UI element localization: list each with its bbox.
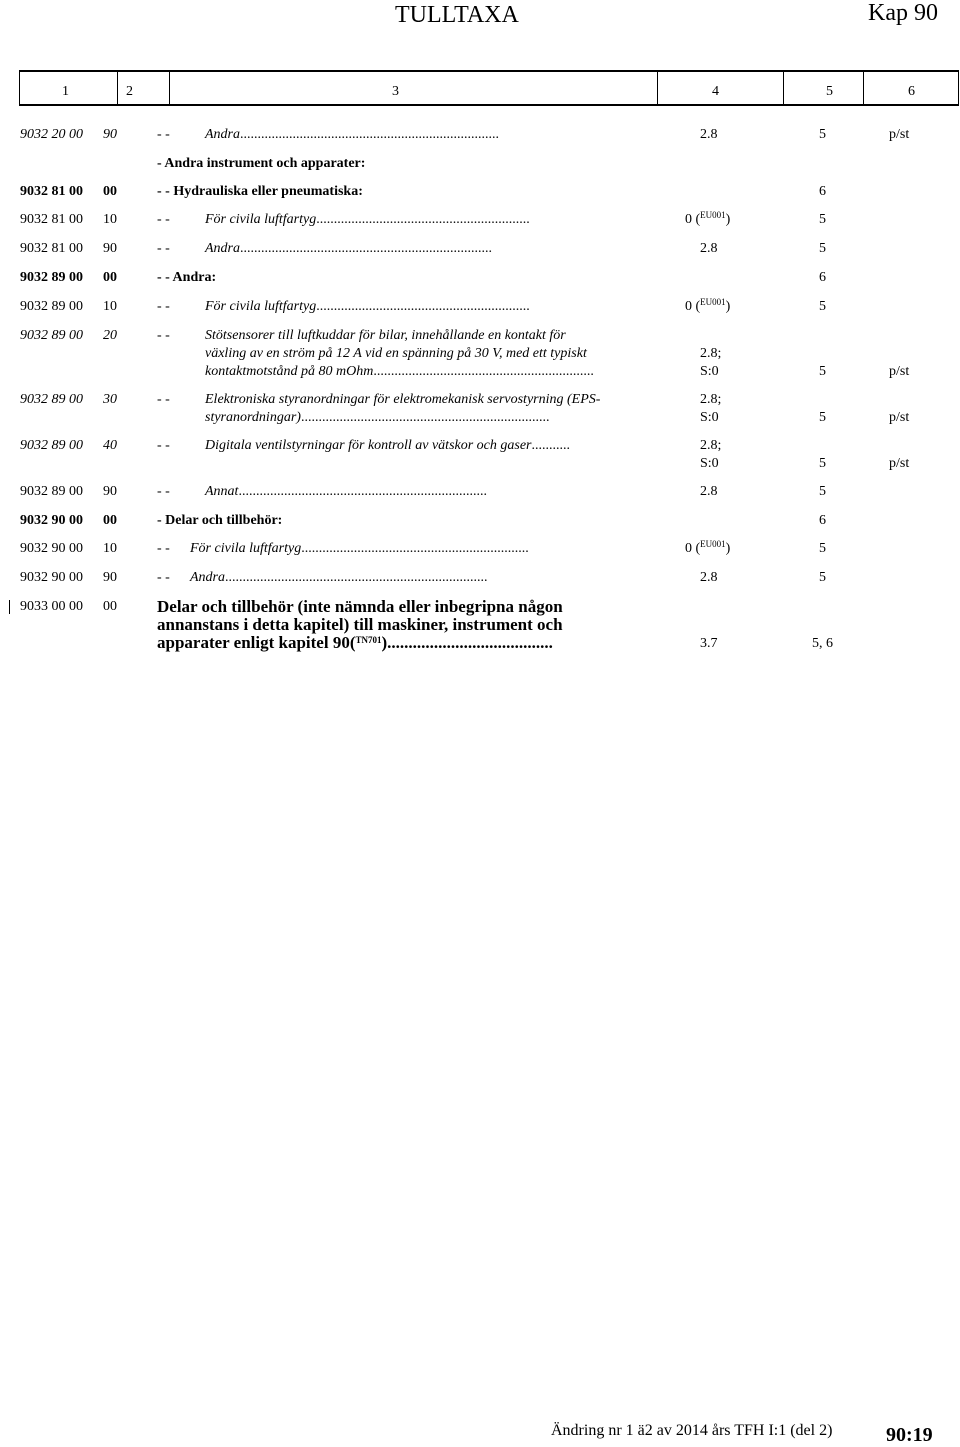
indent-dashes: - - [157, 392, 170, 407]
ns-code: 10 [103, 541, 117, 556]
description-line-2: växling av en ström på 12 A vid en spänning på 30 V, med ett typiskt [205, 346, 587, 361]
duty-rate: 2.8; [700, 438, 722, 453]
cn-code: 9032 90 00 [20, 541, 83, 556]
description: Andra........................................................................ [205, 241, 492, 256]
duty-rate-s: S:0 [700, 364, 719, 379]
indent-dashes: - - [157, 241, 170, 256]
indent-dashes: - - [157, 541, 170, 556]
description: Andra........................................................................... [190, 570, 488, 585]
category: 5 [819, 299, 826, 314]
cn-code: 9032 20 00 [20, 127, 83, 142]
category: 5 [819, 127, 826, 142]
indent-dashes: - - [157, 212, 170, 227]
description-line-2: annanstans i detta kapitel) till maskiner, instrument och [157, 615, 563, 634]
cn-code: 9032 81 00 [20, 212, 83, 227]
ns-code: 30 [103, 392, 117, 407]
category: 5 [819, 410, 826, 425]
category: 6 [819, 270, 826, 285]
indent-dashes: - - [157, 299, 170, 314]
duty-rate: 2.8 [700, 484, 718, 499]
ns-code: 20 [103, 328, 117, 343]
description-line-3: apparater enligt kapitel 90($^{TN701}$)....................................... [157, 633, 553, 652]
ns-code: 00 [103, 513, 117, 528]
unit: p/st [889, 410, 910, 425]
duty-rate: 2.8 [700, 570, 718, 585]
cn-code: 9032 90 00 [20, 570, 83, 585]
ns-code: 00 [103, 599, 117, 614]
description: - Andra instrument och apparater: [157, 156, 366, 171]
cn-code: 9033 00 00 [20, 599, 83, 614]
cn-code: 9032 89 00 [20, 438, 83, 453]
duty-rate-s: S:0 [700, 410, 719, 425]
category: 5 [819, 484, 826, 499]
indent-dashes: - - [157, 570, 170, 585]
column-header-row [19, 70, 959, 106]
ns-code: 00 [103, 184, 117, 199]
unit: p/st [889, 364, 910, 379]
duty-rate-s: S:0 [700, 456, 719, 471]
footer-text: Ändring nr 1 ä2 av 2014 års TFH I:1 (del 2) [551, 1422, 833, 1439]
category: 5 [819, 212, 826, 227]
indent-dashes: - - [157, 484, 170, 499]
ns-code: 90 [103, 127, 117, 142]
description: Annat....................................................................... [205, 484, 487, 499]
category: 6 [819, 184, 826, 199]
description: - - Andra: [157, 270, 217, 285]
description: För civila luftfartyg................................................................. [190, 541, 529, 556]
description-line-1: Delar och tillbehör (inte nämnda eller inbegripna någon [157, 597, 563, 616]
unit: p/st [889, 127, 910, 142]
duty-rate: 2.8 [700, 127, 718, 142]
duty-rate: 3.7 [700, 636, 718, 651]
category: 5, 6 [812, 636, 833, 651]
page-number: 90:19 [886, 1424, 933, 1446]
description: - Delar och tillbehör: [157, 513, 283, 528]
ns-code: 10 [103, 299, 117, 314]
description: - - Hydrauliska eller pneumatiska: [157, 184, 363, 199]
category: 6 [819, 513, 826, 528]
chapter-label: Kap 90 [868, 0, 938, 26]
description: För civila luftfartyg............................................................. [205, 212, 530, 227]
description-line-1: Elektroniska styranordningar för elektromekanisk servostyrning (EPS- [205, 392, 601, 407]
cn-code: 9032 89 00 [20, 270, 83, 285]
description-line-2: styranordningar)....................................................................... [205, 410, 550, 425]
column-header-5: 5 [784, 72, 864, 104]
column-header-2: 2 [118, 72, 170, 104]
cn-code: 9032 89 00 [20, 299, 83, 314]
cn-code: 9032 90 00 [20, 513, 83, 528]
indent-dashes: - - [157, 127, 170, 142]
duty-rate: 2.8; [700, 392, 722, 407]
category: 5 [819, 241, 826, 256]
document-title: TULLTAXA [395, 2, 519, 28]
indent-dashes: - - [157, 438, 170, 453]
category: 5 [819, 364, 826, 379]
description-line-1: Stötsensorer till luftkuddar för bilar, innehållande en kontakt för [205, 328, 566, 343]
category: 5 [819, 541, 826, 556]
description: För civila luftfartyg............................................................. [205, 299, 530, 314]
column-header-4: 4 [658, 72, 784, 104]
column-header-6: 6 [908, 84, 915, 99]
duty-rate: 2.8 [700, 241, 718, 256]
cn-code: 9032 89 00 [20, 328, 83, 343]
duty-rate: 2.8; [700, 346, 722, 361]
column-header-1: 1 [20, 72, 118, 104]
column-header-3: 3 [170, 72, 658, 104]
ns-code: 90 [103, 570, 117, 585]
category: 5 [819, 456, 826, 471]
duty-rate: 0 ($^{EU001}$) [685, 539, 731, 556]
indent-dashes: - - [157, 328, 170, 343]
duty-rate: 0 ($^{EU001}$) [685, 297, 731, 314]
category: 5 [819, 570, 826, 585]
description: Digitala ventilstyrningar för kontroll av vätskor och gaser........... [205, 438, 571, 453]
cn-code: 9032 89 00 [20, 392, 83, 407]
duty-rate: 0 ($^{EU001}$) [685, 210, 731, 227]
change-marker [9, 600, 10, 614]
description: Andra.......................................................................... [205, 127, 499, 142]
ns-code: 00 [103, 270, 117, 285]
ns-code: 90 [103, 484, 117, 499]
unit: p/st [889, 456, 910, 471]
cn-code: 9032 81 00 [20, 241, 83, 256]
ns-code: 40 [103, 438, 117, 453]
ns-code: 10 [103, 212, 117, 227]
cn-code: 9032 89 00 [20, 484, 83, 499]
description-line-3: kontaktmotstånd på 80 mOhm............................................................... [205, 364, 594, 379]
cn-code: 9032 81 00 [20, 184, 83, 199]
ns-code: 90 [103, 241, 117, 256]
